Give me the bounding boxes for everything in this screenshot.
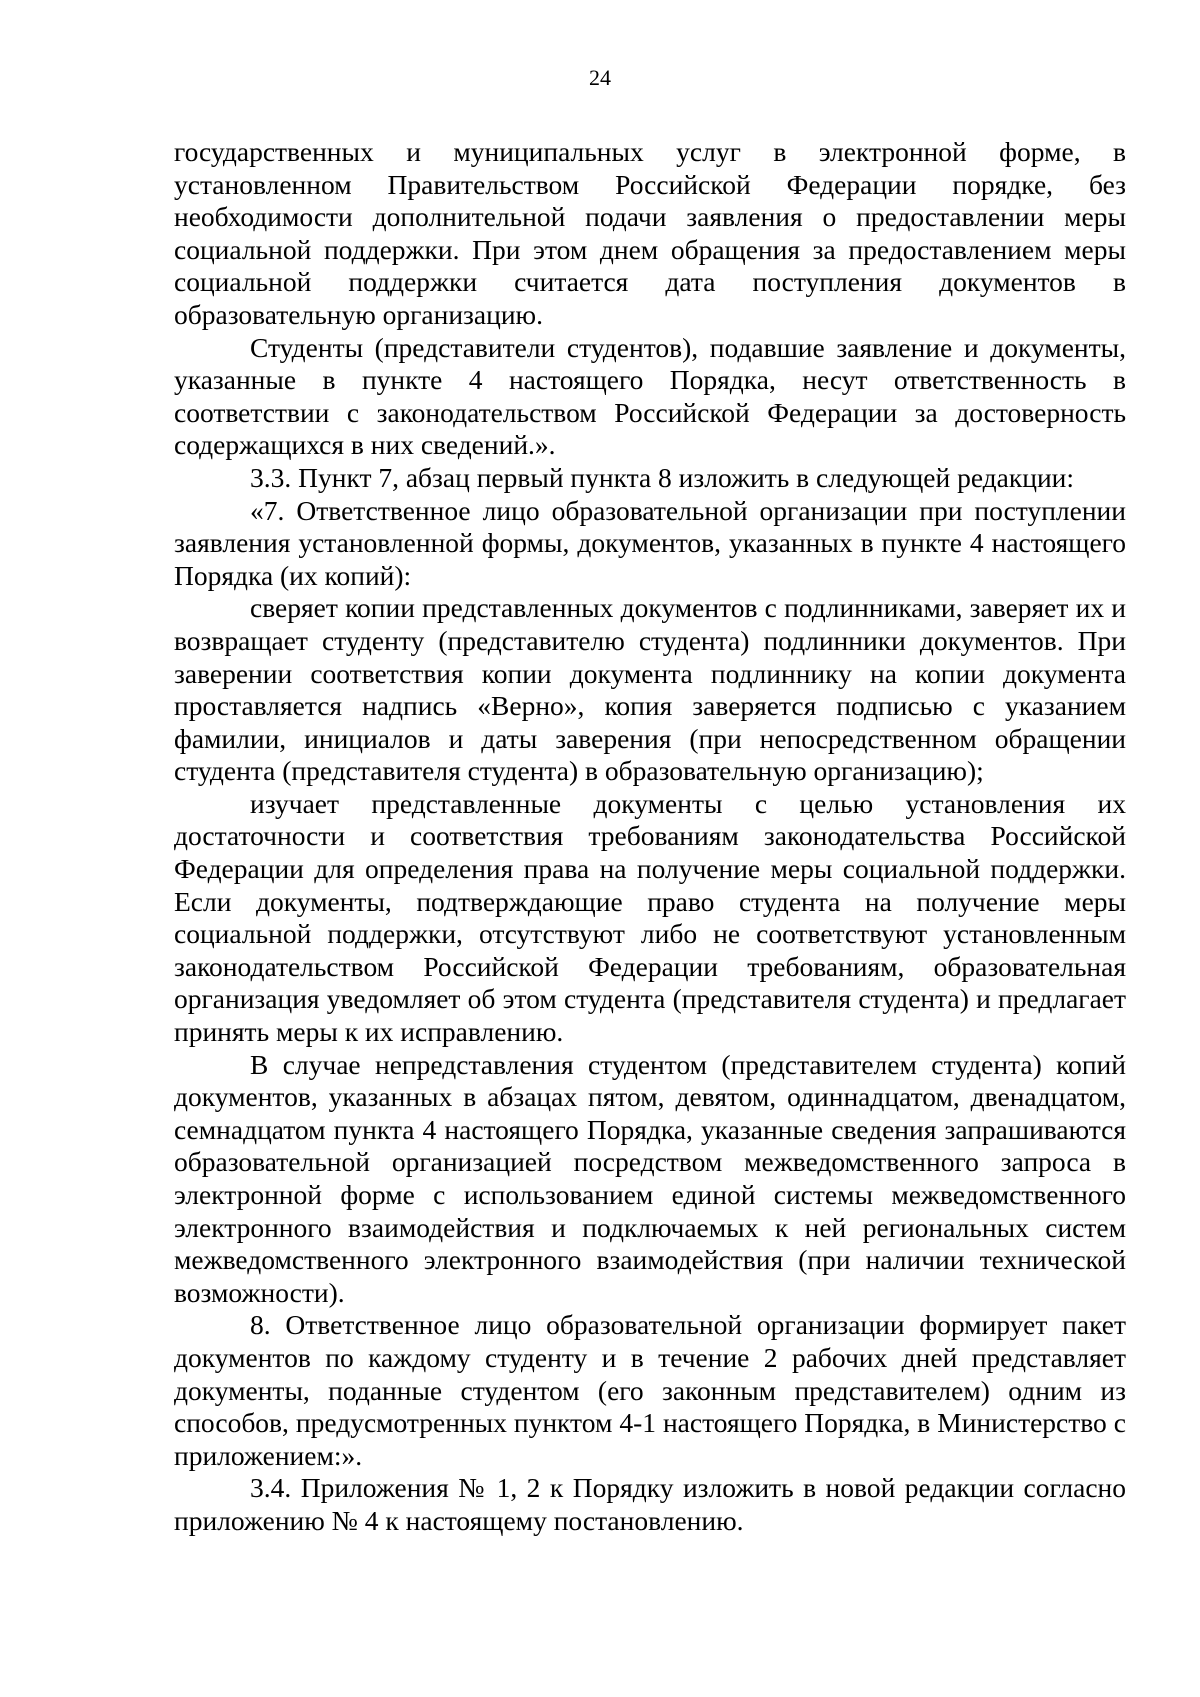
paragraph-interagency-request: В случае непредставления студентом (представителем студента) копий документов, указанных в абзацах пятом, девятом, одиннадцатом, двенадцатом, семнадцатом пункта 4 настоящего Порядка, указанные сведения запрашиваются образовательной организацией посредством межведомственного запроса в электронной форме с использованием единой системы межведомственного электронного взаимодействия и подключаемых к ней региональных систем межведомственного электронного взаимодействия (при наличии технической возможности). [174,1048,1126,1308]
paragraph-students-responsibility: Студенты (представители студентов), подавшие заявление и документы, указанные в пункте 4 настоящего Порядка, несут ответственность в соответствии с законодательством Российской Федерации за достоверность содержащихся в них сведений.». [174,331,1126,461]
page-number: 24 [589,65,611,90]
paragraph-studies-documents: изучает представленные документы с целью установления их достаточности и соответствия требованиям законодательства Российской Федерации для определения права на получение меры социальной поддержки. Если документы, подтверждающие право студента на получение меры социальной поддержки, отсутствуют либо не соответствуют установленным законодательством Российской Федерации требованиям, образовательная организация уведомляет об этом студента (представителя студента) и предлагает принять меры к их исправлению. [174,787,1126,1048]
paragraph-point-7: «7. Ответственное лицо образовательной организации при поступлении заявления установленной формы, документов, указанных в пункте 4 настоящего Порядка (их копий): [174,494,1126,591]
document-body [174,136,1126,1538]
paragraph-point-8: 8. Ответственное лицо образовательной организации формирует пакет документов по каждому студенту и в течение 2 рабочих дней представляет документы, поданные студентом (его законным представителем) одним из способов, предусмотренных пунктом 4-1 настоящего Порядка, в Министерство с приложением:». [174,1309,1126,1471]
paragraph-continuation: государственных и муниципальных услуг в электронной форме, в установленном Правительством Российской Федерации порядке, без необходимости дополнительной подачи заявления о предоставлении меры социальной поддержки. При этом днем обращения за предоставлением меры социальной поддержки считается дата поступления документов в образовательную организацию. [174,136,1126,330]
paragraph-item-3-4: 3.4. Приложения № 1, 2 к Порядку изложить в новой редакции согласно приложению № 4 к настоящему постановлению. [174,1472,1126,1536]
paragraph-verifies-copies: сверяет копии представленных документов с подлинниками, заверяет их и возвращает студенту (представителю студента) подлинники документов. При заверении соответствия копии документа подлиннику на копии документа проставляется надпись «Верно», копия заверяется подписью с указанием фамилии, инициалов и даты заверения (при непосредственном обращении студента (представителя студента) в образовательную организацию); [174,592,1126,787]
paragraph-item-3-3: 3.3. Пункт 7, абзац первый пункта 8 изложить в следующей редакции: [250,461,1075,493]
